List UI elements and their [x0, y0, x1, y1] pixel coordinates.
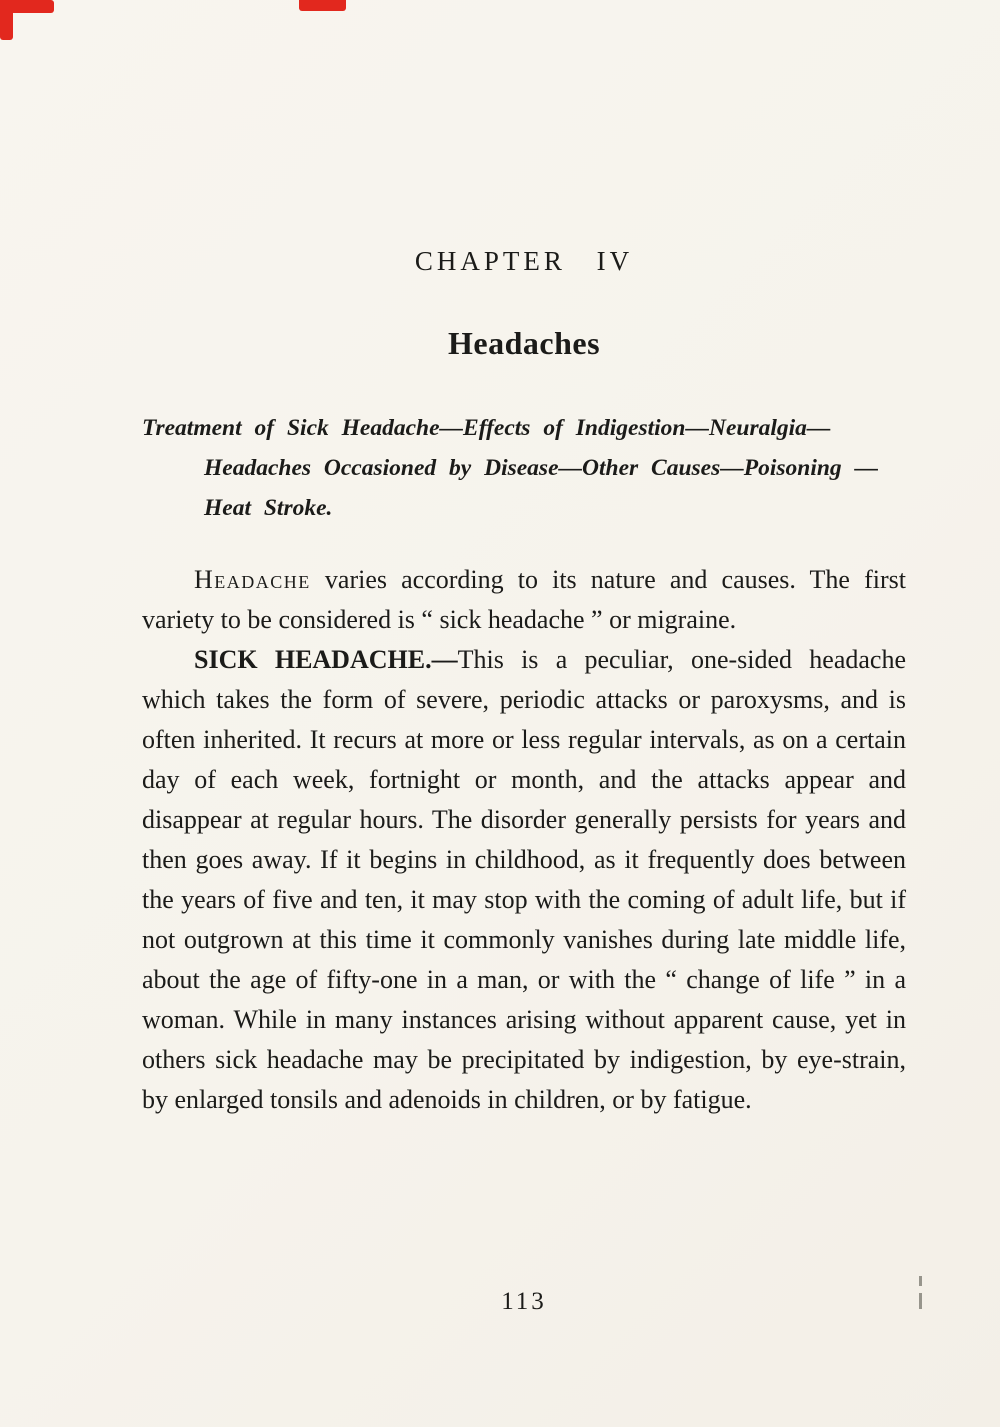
chapter-heading: CHAPTER IV [414, 246, 634, 276]
paragraph-sick-headache [142, 640, 906, 1120]
paragraph-headache-intro [142, 560, 906, 640]
paragraph-lead-bold: SICK HEADACHE.— [194, 645, 458, 674]
page-number: 113 [501, 1288, 547, 1315]
red-scan-mark-top-middle [299, 0, 346, 11]
page-title: Headaches [447, 325, 601, 361]
chapter-summary: Treatment of Sick Headache—Effects of Indigestion—Neuralgia—Headaches Occasioned by Disease—Other Causes—Poisoning —Heat Stroke. [142, 415, 879, 521]
paragraph-text: This is a peculiar, one-sided headache which takes the form of severe, periodic attacks or paroxysms, and is often inherited. It recurs at more or less regular intervals, as on a certain day of each week, fortnight or month, and the attacks appear and disappear at regular hours. The disorder generally persists for years and then goes away. If it begins in childhood, as it frequently does between the years of five and ten, it may stop with the coming of adult life, but if not outgrown at this time it commonly vanishes during late middle life, about the age of fifty-one in a man, or with the “ change of life ” in a woman. While in many instances arising without apparent cause, yet in others sick headache may be precipitated by indigestion, by eye-strain, by enlarged tonsils and adenoids in children, or by fatigue. [142, 645, 906, 1114]
paragraph-lead-smallcaps: Headache [194, 565, 311, 594]
page-text-block [142, 246, 906, 1120]
gray-scan-artifact-right-upper [919, 1276, 922, 1286]
paragraph-text: varies according to its nature and causes. The first variety to be considered is “ sick headache ” or migraine. [142, 565, 906, 634]
gray-scan-artifact-right-lower [919, 1293, 922, 1309]
red-scan-mark-top-left-vertical [0, 0, 13, 40]
